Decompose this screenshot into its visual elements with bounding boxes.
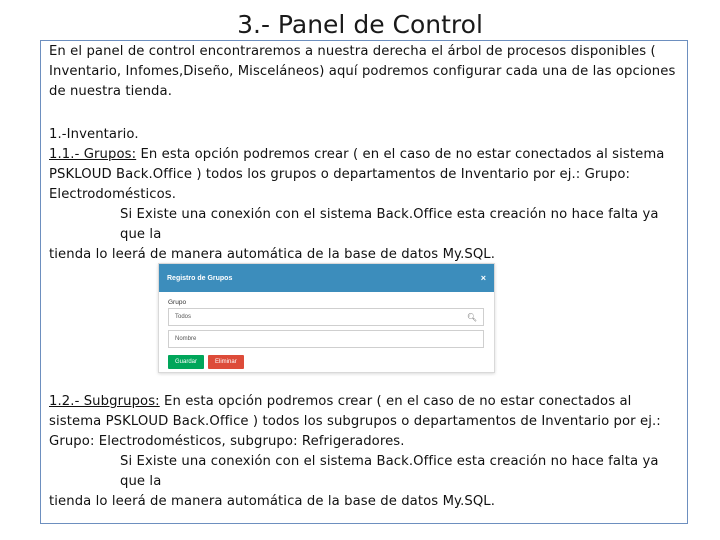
section-subgrupos <box>49 392 683 512</box>
intro-text: En el panel de control encontraremos a nuestra derecha el árbol de procesos disponibles ( Inventario, Infomes,Diseño, Misceláneos) aquí podremos configurar cada una de las opciones de nuestra tienda. <box>49 44 676 99</box>
modal-body <box>159 292 494 369</box>
modal-buttons <box>168 355 484 369</box>
grupo-select-value: Todos <box>175 314 192 320</box>
guardar-button[interactable]: Guardar <box>168 355 204 369</box>
subgrupos-note-line2: tienda lo leerá de manera automática de la base de datos My.SQL. <box>49 494 496 509</box>
grupos-text: En esta opción podremos crear ( en el caso de no estar conectados al sistema PSKLOUD Back.Office ) todos los grupos o departamentos de Inventario por ej.: Grupo: Electrodomésticos. <box>49 147 665 202</box>
subgrupos-paragraph <box>49 392 683 452</box>
subgrupos-label: 1.2.- Subgrupos: <box>49 394 160 409</box>
eliminar-button[interactable]: Eliminar <box>208 355 244 369</box>
nombre-input[interactable] <box>168 330 484 348</box>
subgrupos-note-line1: Si Existe una conexión con el sistema Back.Office esta creación no hace falta ya que la <box>120 454 659 489</box>
slide-title: 3.- Panel de Control <box>237 10 483 39</box>
section-inventario <box>49 125 683 265</box>
intro-paragraph <box>49 42 683 102</box>
modal-title: Registro de Grupos <box>167 274 233 282</box>
modal-header <box>159 264 494 292</box>
grupos-label: 1.1.- Grupos: <box>49 147 137 162</box>
grupos-paragraph <box>49 145 683 205</box>
grupo-select[interactable] <box>168 308 484 326</box>
grupos-note-line1: Si Existe una conexión con el sistema Back.Office esta creación no hace falta ya que la <box>120 207 659 242</box>
search-icon[interactable]: 🔍︎ <box>466 312 477 322</box>
section-heading: 1.-Inventario. <box>49 127 139 142</box>
grupo-label: Grupo <box>168 299 187 306</box>
close-icon[interactable]: × <box>480 273 486 283</box>
content-box <box>40 40 688 524</box>
subgrupos-text: En esta opción podremos crear ( en el caso de no estar conectados al sistema PSKLOUD Back.Office ) todos los subgrupos o departamentos de Inventario por ej.: Grupo: Electrodomésticos, subgrupo: Refrigeradores. <box>49 394 661 449</box>
grupos-note-line2: tienda lo leerá de manera automática de la base de datos My.SQL. <box>49 247 496 262</box>
nombre-placeholder: Nombre <box>175 336 197 342</box>
registro-grupos-modal <box>158 263 495 373</box>
